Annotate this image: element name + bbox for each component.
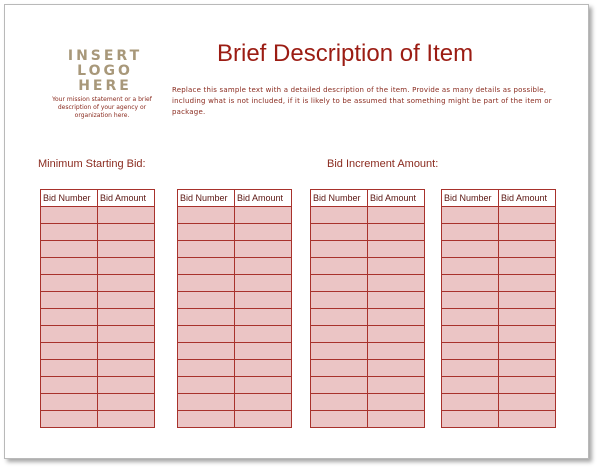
bid-increment-amount-label: Bid Increment Amount: [327, 158, 439, 170]
bid-amount-cell[interactable] [235, 394, 292, 411]
bid-number-cell[interactable] [442, 292, 499, 309]
bid-number-header: Bid Number [311, 190, 368, 207]
bid-amount-cell[interactable] [235, 207, 292, 224]
bid-amount-cell[interactable] [235, 377, 292, 394]
bid-row [41, 292, 155, 309]
bid-row [311, 292, 425, 309]
bid-amount-cell[interactable] [499, 224, 556, 241]
bid-number-cell[interactable] [41, 411, 98, 428]
bid-row [41, 207, 155, 224]
bid-row [178, 207, 292, 224]
bid-row [178, 309, 292, 326]
bid-row [442, 394, 556, 411]
bid-number-cell[interactable] [41, 241, 98, 258]
bid-amount-cell[interactable] [98, 241, 155, 258]
bid-amount-cell[interactable] [98, 411, 155, 428]
bid-amount-cell[interactable] [235, 343, 292, 360]
bid-amount-cell[interactable] [499, 309, 556, 326]
bid-amount-cell[interactable] [499, 411, 556, 428]
bid-number-cell[interactable] [178, 360, 235, 377]
item-title: Brief Description of Item [217, 40, 474, 67]
bid-row [311, 343, 425, 360]
bid-row [178, 360, 292, 377]
bid-amount-cell[interactable] [499, 343, 556, 360]
bid-row [41, 411, 155, 428]
bid-amount-cell[interactable] [235, 360, 292, 377]
bid-row [442, 309, 556, 326]
bid-table-2 [177, 189, 292, 428]
bid-number-cell[interactable] [311, 275, 368, 292]
bid-number-cell[interactable] [41, 258, 98, 275]
bid-amount-cell[interactable] [499, 360, 556, 377]
bid-number-cell[interactable] [178, 377, 235, 394]
bid-amount-cell[interactable] [98, 377, 155, 394]
bid-number-cell[interactable] [178, 411, 235, 428]
bid-row [178, 377, 292, 394]
bid-amount-cell[interactable] [368, 258, 425, 275]
bid-row [311, 411, 425, 428]
bid-row [311, 224, 425, 241]
bid-number-cell[interactable] [311, 258, 368, 275]
bid-number-cell[interactable] [311, 360, 368, 377]
bid-amount-cell[interactable] [98, 326, 155, 343]
bid-amount-cell[interactable] [499, 377, 556, 394]
bid-amount-cell[interactable] [499, 394, 556, 411]
bid-number-cell[interactable] [41, 360, 98, 377]
logo-placeholder [51, 49, 159, 94]
bid-row [311, 377, 425, 394]
logo-line-insert: INSERT [67, 48, 143, 64]
bid-row [178, 343, 292, 360]
bid-number-cell[interactable] [311, 343, 368, 360]
bid-number-cell[interactable] [442, 394, 499, 411]
bid-amount-cell[interactable] [368, 343, 425, 360]
bid-number-cell[interactable] [41, 275, 98, 292]
bid-row [442, 377, 556, 394]
bid-row [442, 411, 556, 428]
bid-row [178, 292, 292, 309]
bid-number-cell[interactable] [178, 241, 235, 258]
bid-number-cell[interactable] [311, 377, 368, 394]
bid-number-cell[interactable] [41, 309, 98, 326]
bid-row [178, 241, 292, 258]
bid-number-cell[interactable] [442, 241, 499, 258]
bid-amount-cell[interactable] [235, 326, 292, 343]
bid-number-cell[interactable] [178, 275, 235, 292]
bid-row [178, 411, 292, 428]
bid-number-cell[interactable] [178, 326, 235, 343]
mission-statement: Your mission statement or a brief description of your agency or organization here. [52, 96, 152, 119]
bid-amount-cell[interactable] [499, 292, 556, 309]
bid-number-cell[interactable] [442, 326, 499, 343]
bid-row [41, 275, 155, 292]
bid-amount-cell[interactable] [368, 377, 425, 394]
bid-amount-header: Bid Amount [499, 190, 556, 207]
bid-number-cell[interactable] [178, 224, 235, 241]
bid-amount-cell[interactable] [98, 394, 155, 411]
bid-number-cell[interactable] [41, 207, 98, 224]
bid-number-cell[interactable] [442, 258, 499, 275]
bid-amount-cell[interactable] [98, 224, 155, 241]
bid-number-cell[interactable] [178, 207, 235, 224]
bid-number-cell[interactable] [41, 394, 98, 411]
bid-amount-cell[interactable] [499, 207, 556, 224]
bid-table-1 [40, 189, 155, 428]
bid-amount-cell[interactable] [368, 309, 425, 326]
bid-row [178, 275, 292, 292]
bid-row [311, 394, 425, 411]
bid-amount-cell[interactable] [368, 275, 425, 292]
bid-row [178, 394, 292, 411]
bid-amount-cell[interactable] [368, 207, 425, 224]
bid-amount-cell[interactable] [235, 275, 292, 292]
bid-amount-cell[interactable] [368, 224, 425, 241]
bid-number-cell[interactable] [442, 275, 499, 292]
bid-amount-cell[interactable] [499, 326, 556, 343]
bid-amount-cell[interactable] [499, 275, 556, 292]
bid-row [442, 343, 556, 360]
bid-table-3 [310, 189, 425, 428]
item-description: Replace this sample text with a detailed description of the item. Provide as many details as possible, including what is not included, if it is likely to be assumed that something might be part of the item or package. [172, 86, 552, 116]
bid-row [41, 258, 155, 275]
bid-amount-cell[interactable] [235, 292, 292, 309]
bid-row [442, 326, 556, 343]
bid-number-header: Bid Number [41, 190, 98, 207]
bid-row [178, 258, 292, 275]
bid-number-header: Bid Number [178, 190, 235, 207]
bid-row [41, 360, 155, 377]
bid-number-cell[interactable] [311, 309, 368, 326]
bid-amount-cell[interactable] [235, 309, 292, 326]
bid-number-cell[interactable] [311, 292, 368, 309]
bid-row [311, 360, 425, 377]
bid-amount-cell[interactable] [98, 309, 155, 326]
bid-number-cell[interactable] [41, 377, 98, 394]
bid-amount-cell[interactable] [368, 360, 425, 377]
bid-row [311, 241, 425, 258]
bid-number-cell[interactable] [311, 411, 368, 428]
bid-row [178, 224, 292, 241]
bid-amount-cell[interactable] [98, 275, 155, 292]
bid-row [311, 275, 425, 292]
bid-row [311, 326, 425, 343]
bid-number-cell[interactable] [178, 258, 235, 275]
bid-number-cell[interactable] [41, 224, 98, 241]
bid-number-cell[interactable] [41, 292, 98, 309]
bid-amount-cell[interactable] [368, 292, 425, 309]
bid-amount-cell[interactable] [368, 394, 425, 411]
bid-number-cell[interactable] [311, 326, 368, 343]
bid-amount-cell[interactable] [368, 241, 425, 258]
bid-amount-cell[interactable] [235, 224, 292, 241]
bid-number-cell[interactable] [442, 343, 499, 360]
bid-amount-cell[interactable] [368, 411, 425, 428]
bid-amount-header: Bid Amount [235, 190, 292, 207]
bid-amount-header: Bid Amount [368, 190, 425, 207]
bid-number-cell[interactable] [442, 309, 499, 326]
bid-number-cell[interactable] [311, 207, 368, 224]
bid-row [41, 224, 155, 241]
bid-number-cell[interactable] [178, 343, 235, 360]
bid-amount-cell[interactable] [499, 258, 556, 275]
bid-number-cell[interactable] [442, 224, 499, 241]
bid-amount-cell[interactable] [235, 258, 292, 275]
bid-row [442, 207, 556, 224]
bid-row [442, 360, 556, 377]
minimum-starting-bid-label: Minimum Starting Bid: [38, 158, 146, 170]
bid-amount-cell[interactable] [368, 326, 425, 343]
bid-row [178, 326, 292, 343]
bid-row [311, 207, 425, 224]
bid-row [41, 394, 155, 411]
bid-row [41, 326, 155, 343]
bid-row [41, 343, 155, 360]
bid-number-cell[interactable] [41, 343, 98, 360]
bid-number-cell[interactable] [311, 224, 368, 241]
bid-number-cell[interactable] [178, 394, 235, 411]
bid-row [41, 377, 155, 394]
bid-row [41, 241, 155, 258]
bid-row [311, 309, 425, 326]
bid-amount-cell[interactable] [98, 292, 155, 309]
logo-line-here: HERE [78, 78, 132, 94]
bid-row [41, 309, 155, 326]
bid-amount-cell[interactable] [98, 258, 155, 275]
bid-row [442, 224, 556, 241]
bid-row [442, 241, 556, 258]
bid-amount-cell[interactable] [235, 241, 292, 258]
bid-amount-cell[interactable] [98, 343, 155, 360]
bid-number-cell[interactable] [442, 411, 499, 428]
bid-number-cell[interactable] [442, 207, 499, 224]
bid-number-cell[interactable] [178, 309, 235, 326]
auction-bid-sheet [4, 4, 589, 459]
bid-row [442, 275, 556, 292]
bid-number-cell[interactable] [178, 292, 235, 309]
bid-number-cell[interactable] [442, 360, 499, 377]
bid-number-cell[interactable] [311, 241, 368, 258]
bid-row [442, 258, 556, 275]
bid-amount-cell[interactable] [235, 411, 292, 428]
bid-number-cell[interactable] [41, 326, 98, 343]
bid-amount-header: Bid Amount [98, 190, 155, 207]
bid-number-header: Bid Number [442, 190, 499, 207]
bid-number-cell[interactable] [442, 377, 499, 394]
bid-table-4 [441, 189, 556, 428]
bid-amount-cell[interactable] [98, 360, 155, 377]
bid-amount-cell[interactable] [499, 241, 556, 258]
logo-line-logo: LOGO [77, 63, 133, 79]
bid-row [442, 292, 556, 309]
bid-row [311, 258, 425, 275]
bid-number-cell[interactable] [311, 394, 368, 411]
bid-amount-cell[interactable] [98, 207, 155, 224]
